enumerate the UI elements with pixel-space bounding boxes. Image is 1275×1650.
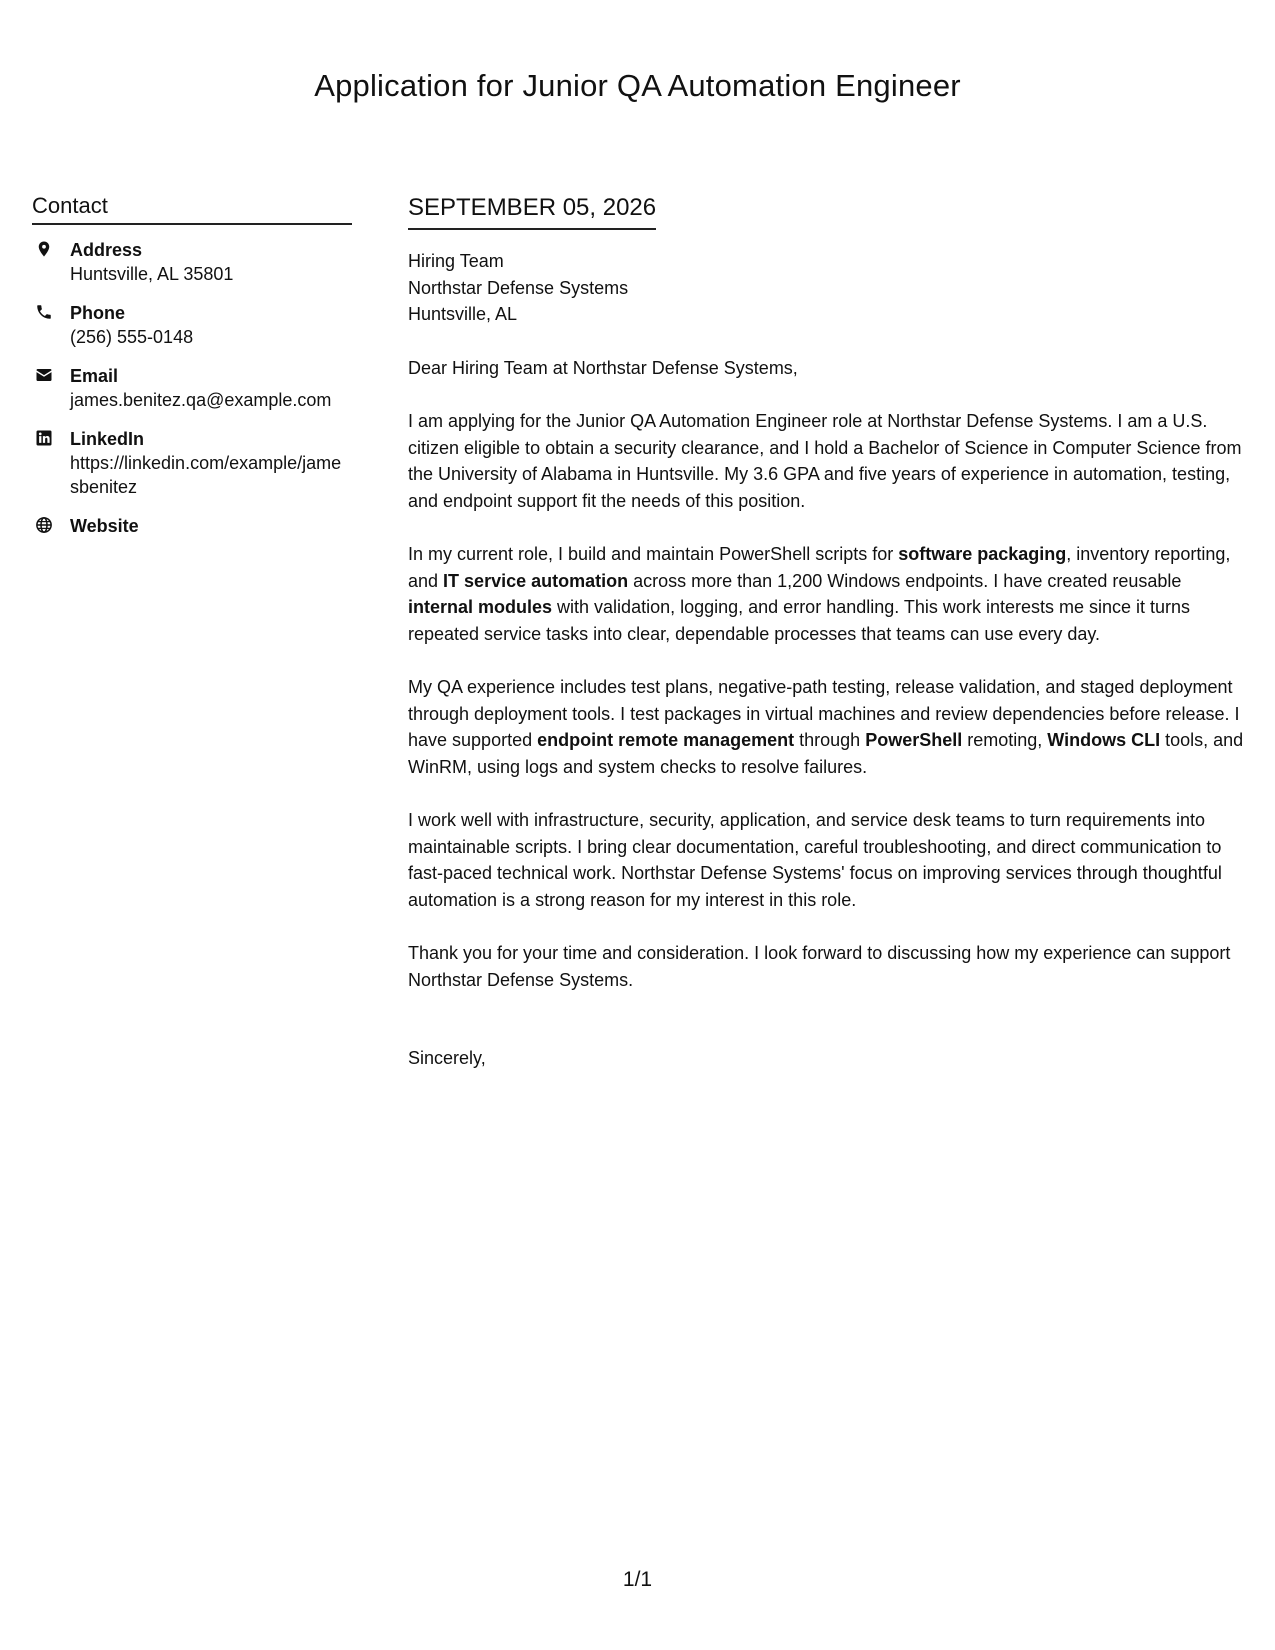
emphasis-text: software packaging [898,544,1067,564]
paragraph-text: tools, and WinRM, using logs and system checks to resolve failures. [408,730,1244,777]
contact-linkedin-value[interactable]: https://linkedin.com/example/jamesbenitez [70,453,342,497]
contact-sidebar [32,192,352,553]
cover-letter [408,192,1250,1072]
recipient-line: Huntsville, AL [408,304,518,324]
paragraph-text: with validation, logging, and error handling. This work interests me since it turns repeated service tasks into clear, dependable processes that teams can use every day. [408,597,1191,644]
linkedin-icon [33,427,55,449]
contact-label: LinkedIn [70,429,145,449]
contact-label: Phone [70,303,126,323]
body-paragraph [408,807,1250,913]
contact-phone-value: (256) 555-0148 [70,327,194,347]
contact-email-value[interactable]: james.benitez.qa@example.com [70,390,332,410]
emphasis-text: internal modules [408,597,553,617]
body-paragraph [408,674,1250,780]
contact-heading: Contact [32,192,352,225]
salutation: Dear Hiring Team at Northstar Defense Systems, [408,357,798,378]
recipient-line: Northstar Defense Systems [408,277,629,298]
recipient-block [408,248,1250,328]
body-paragraph [408,541,1250,647]
page-title: Application for Junior QA Automation Engineer [314,68,961,103]
letter-body [408,408,1250,993]
body-paragraph [408,408,1250,514]
map-marker-icon [33,238,55,260]
envelope-icon [33,364,55,386]
phone-icon [33,301,55,323]
closing: Sincerely, [408,1048,486,1068]
body-paragraph [408,940,1250,993]
recipient-line: Hiring Team [408,251,504,271]
contact-item-website [32,514,352,538]
paragraph-text: across more than 1,200 Windows endpoints. I have created reusable [628,570,1182,591]
paragraph-text: , inventory reporting, and [408,544,1231,591]
contact-list [32,238,352,538]
contact-item-address [32,238,352,286]
contact-item-email [32,364,352,412]
contact-item-phone [32,301,352,349]
contact-address-value: Huntsville, AL 35801 [70,264,234,284]
letter-date: SEPTEMBER 05, 2026 [408,192,656,230]
paragraph-text: remoting, [962,730,1048,750]
paragraph-text: Thank you for your time and consideration. I look forward to discussing how my experience can support Northstar Defense Systems. [408,943,1231,990]
contact-label: Website [70,516,139,536]
paragraph-text: I work well with infrastructure, security, application, and service desk teams to turn requirements into maintainable scripts. I bring clear documentation, careful troubleshooting, and direct communication to fast-paced technical work. Northstar Defense Systems' focus on improving services through thoughtful automation is a strong reason for my interest in this role. [408,810,1222,910]
paragraph-text: My QA experience includes test plans, negative-path testing, release validation, and staged deployment through deployment tools. I test packages in virtual machines and review dependencies before release. I have supported [408,677,1240,750]
paragraph-text: In my current role, I build and maintain PowerShell scripts for [408,544,899,564]
contact-label: Address [70,240,143,260]
emphasis-text: IT service automation [443,570,629,591]
page-number: 1/1 [622,1568,653,1591]
globe-icon [33,514,55,536]
emphasis-text: endpoint remote management [537,730,795,750]
paragraph-text: through [794,730,866,750]
paragraph-text: I am applying for the Junior QA Automation Engineer role at Northstar Defense Systems. I am a U.S. citizen eligible to obtain a security clearance, and I hold a Bachelor of Science in Computer Science from the University of Alabama in Huntsville. My 3.6 GPA and five years of experience in automation, testing, and endpoint support fit the needs of this position. [408,411,1242,511]
emphasis-text: PowerShell [865,730,963,750]
contact-label: Email [70,366,119,386]
emphasis-text: Windows CLI [1047,730,1161,750]
contact-item-linkedin [32,427,352,499]
